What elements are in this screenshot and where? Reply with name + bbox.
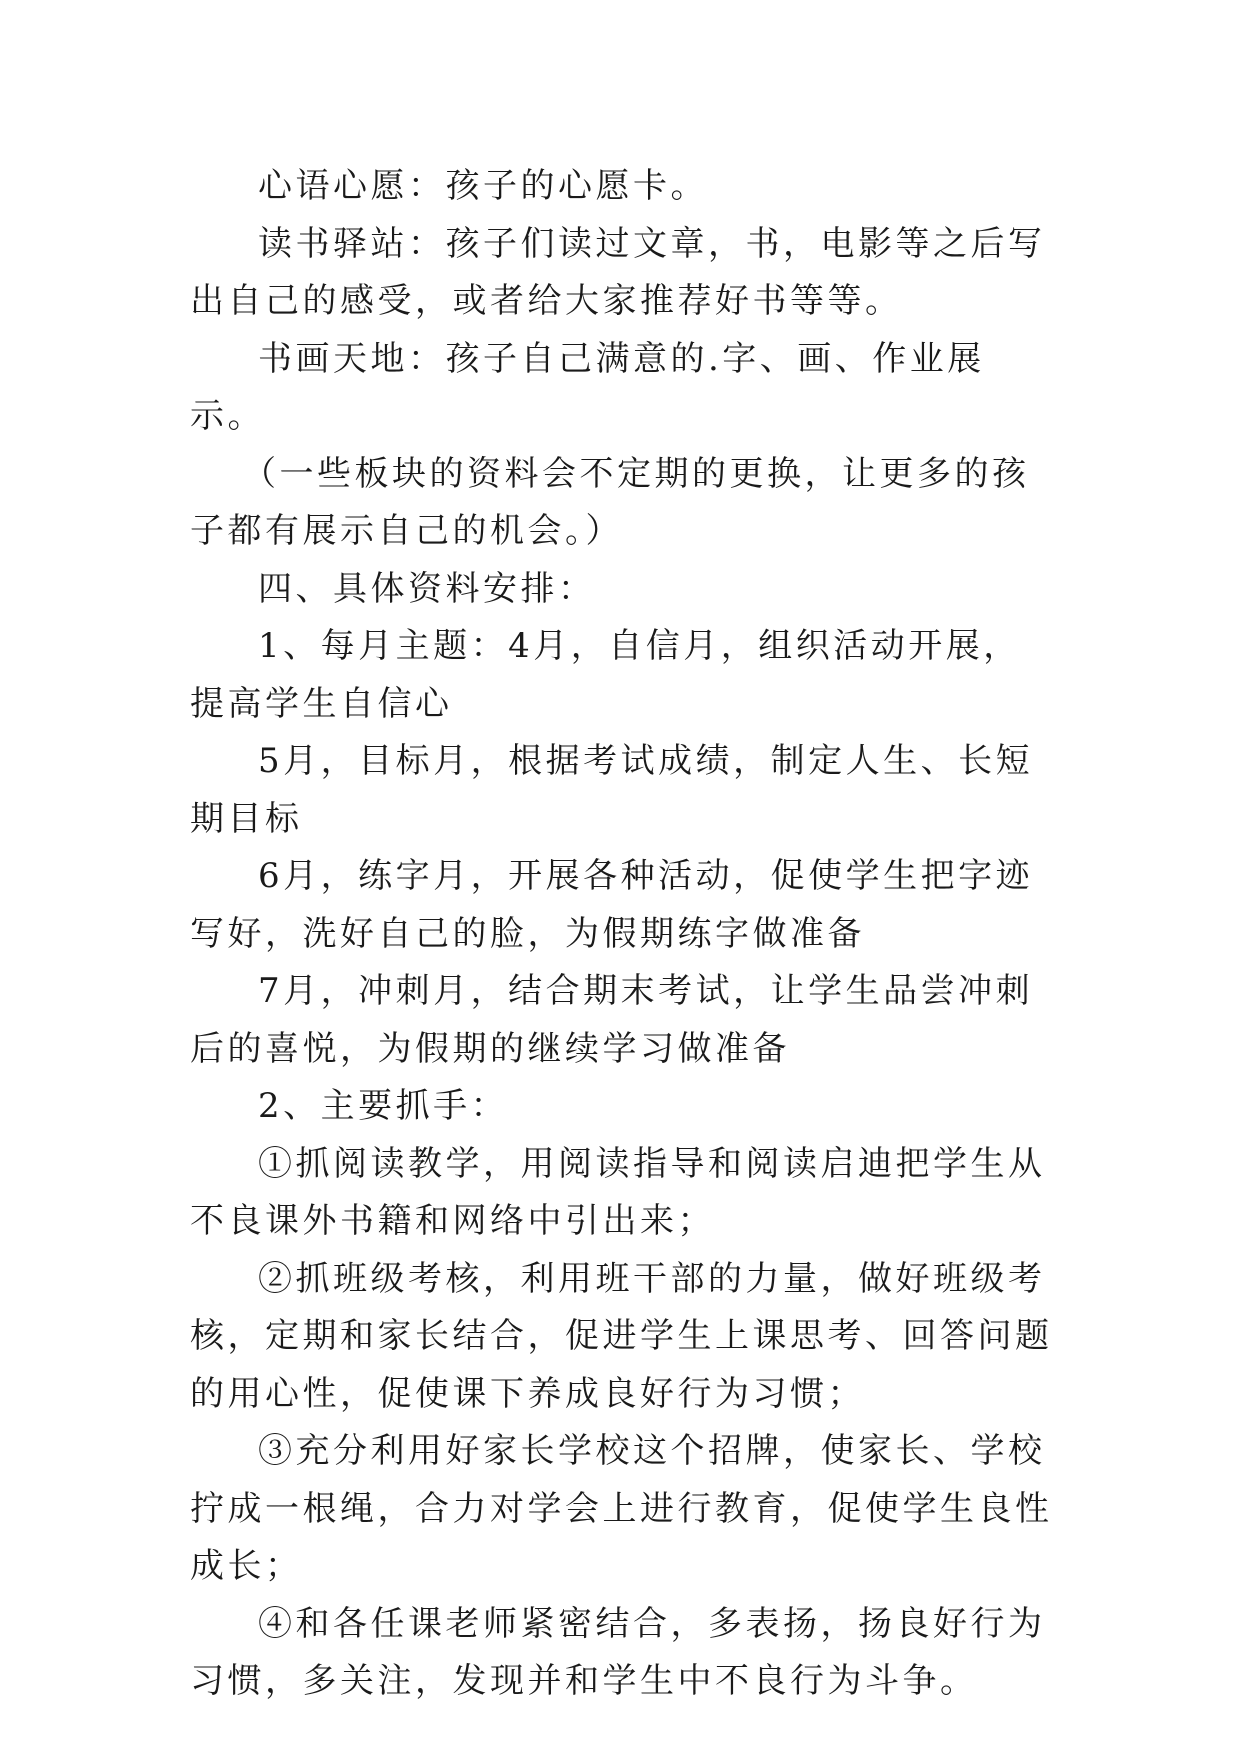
list-item-teacher-cooperation: ④和各任课老师紧密结合，多表扬，扬良好行为习惯，多关注，发现并和学生中不良行为斗争。 [190, 1603, 1046, 1701]
document-body [190, 158, 1056, 1711]
section-heading-schedule: 四、具体资料安排： [258, 568, 596, 609]
paragraph-wish-card: 心语心愿：孩子的心愿卡。 [258, 166, 708, 206]
list-item-reading: ①抓阅读教学，用阅读指导和阅读启迪把学生从不良课外书籍和网络中引出来； [190, 1143, 1046, 1241]
paragraph-rotation-note: （一些板块的资料会不定期的更换，让更多的孩子都有展示自己的机会。） [190, 453, 1030, 551]
paragraph-may: 5月，目标月，根据考试成绩，制定人生、长短期目标 [190, 741, 1034, 839]
paragraph-june: 6月，练字月，开展各种活动，促使学生把字迹写好，洗好自己的脸，为假期练字做准备 [190, 856, 1034, 954]
paragraph-reading-station: 读书驿站：孩子们读过文章，书，电影等之后写出自己的感受，或者给大家推荐好书等等。 [190, 223, 1046, 321]
paragraph-july: 7月，冲刺月，结合期末考试，让学生品尝冲刺后的喜悦，为假期的继续学习做准备 [190, 971, 1034, 1069]
section-heading-main-measures: 2、主要抓手： [258, 1086, 509, 1126]
paragraph-art-corner: 书画天地：孩子自己满意的.字、画、作业展示。 [190, 338, 985, 436]
paragraph-monthly-theme-april: 1、每月主题：4月，自信月，组织活动开展，提高学生自信心 [190, 626, 1021, 724]
list-item-class-assessment: ②抓班级考核，利用班干部的力量，做好班级考核，定期和家长结合，促进学生上课思考、回答问题的用心性，促使课下养成良好行为习惯； [190, 1258, 1053, 1414]
list-item-parent-school: ③充分利用好家长学校这个招牌，使家长、学校拧成一根绳，合力对学会上进行教育，促使学生良性成长； [190, 1431, 1053, 1586]
